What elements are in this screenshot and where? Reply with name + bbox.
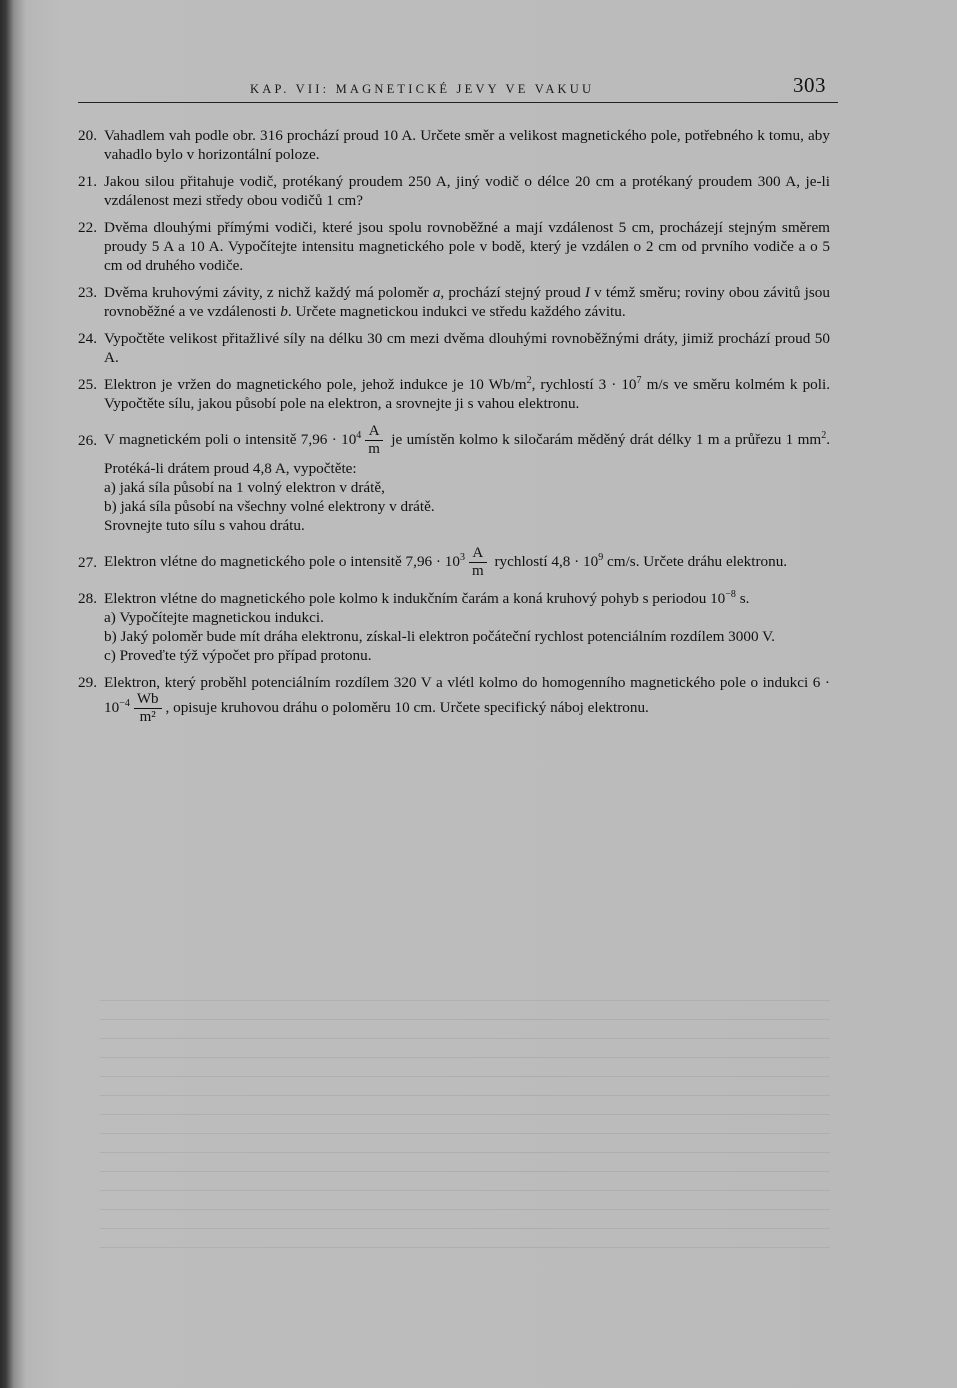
exponent: 4 bbox=[356, 429, 362, 441]
problem-number: 21. bbox=[78, 173, 97, 190]
text-segment: Elektron, který proběhl potenciálním rozdílem 320 V a vlétl kolmo do homogenního magnetického pole o indukci 6 · 10 bbox=[104, 674, 830, 716]
problem-number: 29. bbox=[78, 674, 97, 691]
text-segment: m/s ve směru kolmém k poli. Vypočtěte sílu, jakou působí pole na elektron, a srovnejte ji s vahou elektronu. bbox=[104, 376, 830, 412]
text-segment: v témž směru; roviny obou závitů jsou rovnoběžné a ve vzdálenosti bbox=[104, 284, 830, 320]
text-segment: cm/s. Určete dráhu elektronu. bbox=[603, 553, 788, 570]
text-segment: . Protéká-li drátem proud 4,8 A, vypočtěte: bbox=[104, 431, 830, 477]
problem-29 bbox=[78, 673, 830, 725]
exponent: −8 bbox=[725, 588, 736, 600]
problem-text bbox=[104, 375, 830, 413]
sub-question: a) jaká síla působí na 1 volný elektron v drátě, bbox=[104, 479, 385, 496]
text-segment: . Určete magnetickou indukci ve středu každého závitu. bbox=[287, 303, 626, 320]
problem-text bbox=[104, 421, 830, 478]
fraction-denominator: m bbox=[471, 563, 484, 580]
exponent: −4 bbox=[119, 697, 130, 709]
problem-number: 28. bbox=[78, 590, 97, 607]
problem-text: Vypočtěte velikost přitažlivé síly na délku 30 cm mezi dvěma dlouhými rovnoběžnými dráty, jimiž prochází proud 50 A. bbox=[104, 330, 830, 366]
variable-b: b bbox=[280, 303, 288, 320]
problem-number: 27. bbox=[78, 554, 97, 571]
fraction-numerator: A bbox=[469, 546, 487, 563]
exponent: 2 bbox=[821, 429, 827, 441]
exponent: 9 bbox=[598, 551, 604, 563]
variable-a: a bbox=[432, 284, 441, 301]
text-segment: s. bbox=[735, 590, 750, 607]
problem-22 bbox=[78, 218, 830, 275]
problem-text bbox=[104, 589, 830, 608]
variable-i: I bbox=[584, 284, 590, 301]
problem-text bbox=[104, 543, 830, 581]
sub-question: b) Jaký poloměr bude mít dráha elektronu, získal-li elektron počáteční rychlost potenciálním rozdílem 3000 V. bbox=[104, 628, 775, 645]
problem-23 bbox=[78, 283, 830, 321]
text-segment: , opisuje kruhovou dráhu o poloměru 10 cm. Určete specifický náboj elektronu. bbox=[165, 698, 649, 716]
problem-number: 23. bbox=[78, 284, 97, 301]
sub-question: a) Vypočítejte magnetickou indukci. bbox=[104, 609, 324, 626]
text-segment: Dvěma kruhovými závity, z nichž každý má poloměr bbox=[104, 284, 433, 301]
exponent: 7 bbox=[636, 374, 642, 386]
page-number: 303 bbox=[793, 73, 826, 97]
problem-27 bbox=[78, 543, 830, 581]
problem-24 bbox=[78, 329, 830, 367]
text-segment: je umístěn kolmo k siločarám měděný drát délky 1 m a průřezu 1 mm bbox=[386, 431, 822, 448]
text-segment: , rychlostí 3 · 10 bbox=[531, 376, 637, 393]
unit-fraction bbox=[469, 546, 487, 579]
problem-21 bbox=[78, 172, 830, 210]
problem-text bbox=[104, 283, 830, 321]
fraction-denominator: m² bbox=[139, 709, 156, 725]
text-segment: V magnetickém poli o intensitě 7,96 · 10 bbox=[104, 431, 357, 448]
problem-text bbox=[104, 673, 830, 725]
problem-20 bbox=[78, 126, 830, 164]
running-title: KAP. VII: MAGNETICKÉ JEVY VE VAKUU bbox=[250, 82, 595, 96]
problem-text: Vahadlem vah podle obr. 316 prochází proud 10 A. Určete směr a velikost magnetického pole, potřebného k tomu, aby vahadlo bylo v horizontální poloze. bbox=[104, 127, 830, 163]
problem-text: Dvěma dlouhými přímými vodiči, které jsou spolu rovnoběžné a mají vzdálenost 5 cm, procházejí stejným směrem proudy 5 A a 10 A. Vypočítejte intensitu magnetického pole v bodě, který je vzdálen o 2 cm od prvního vodiče a o 5 cm od druhého vodiče. bbox=[104, 219, 830, 274]
unit-fraction bbox=[365, 424, 383, 457]
sub-question: Srovnejte tuto sílu s vahou drátu. bbox=[104, 517, 305, 534]
exponent: 2 bbox=[526, 374, 532, 386]
text-segment: Elektron je vržen do magnetického pole, jehož indukce je 10 Wb/m bbox=[104, 376, 527, 393]
problem-number: 26. bbox=[78, 432, 97, 449]
problem-28 bbox=[78, 589, 830, 665]
problem-26 bbox=[78, 421, 830, 535]
text-segment: Elektron vlétne do magnetického pole o intensitě 7,96 · 10 bbox=[104, 553, 460, 570]
problem-number: 24. bbox=[78, 330, 97, 347]
fraction-numerator: A bbox=[365, 424, 383, 441]
page-header bbox=[78, 73, 838, 103]
unit-fraction bbox=[134, 692, 162, 725]
fraction-denominator: m bbox=[368, 441, 380, 458]
sub-question: c) Proveďte týž výpočet pro případ protonu. bbox=[104, 647, 372, 664]
text-segment: , prochází stejný proud bbox=[440, 284, 585, 301]
problem-number: 20. bbox=[78, 127, 97, 144]
problem-list bbox=[78, 126, 830, 733]
problem-25 bbox=[78, 375, 830, 413]
text-segment: Elektron vlétne do magnetického pole kolmo k indukčním čarám a koná kruhový pohyb s periodou 10 bbox=[104, 590, 726, 607]
problem-number: 22. bbox=[78, 219, 97, 236]
exponent: 3 bbox=[459, 551, 465, 563]
problem-text: Jakou silou přitahuje vodič, protékaný proudem 250 A, jiný vodič o délce 20 cm a protékaný proudem 300 A, je-li vzdálenost mezi středy obou vodičů 1 cm? bbox=[104, 173, 830, 209]
text-segment: rychlostí 4,8 · 10 bbox=[490, 553, 599, 570]
show-through-texture bbox=[100, 1000, 830, 1300]
problem-number: 25. bbox=[78, 376, 97, 393]
fraction-numerator: Wb bbox=[134, 692, 162, 709]
sub-question: b) jaká síla působí na všechny volné elektrony v drátě. bbox=[104, 498, 435, 515]
